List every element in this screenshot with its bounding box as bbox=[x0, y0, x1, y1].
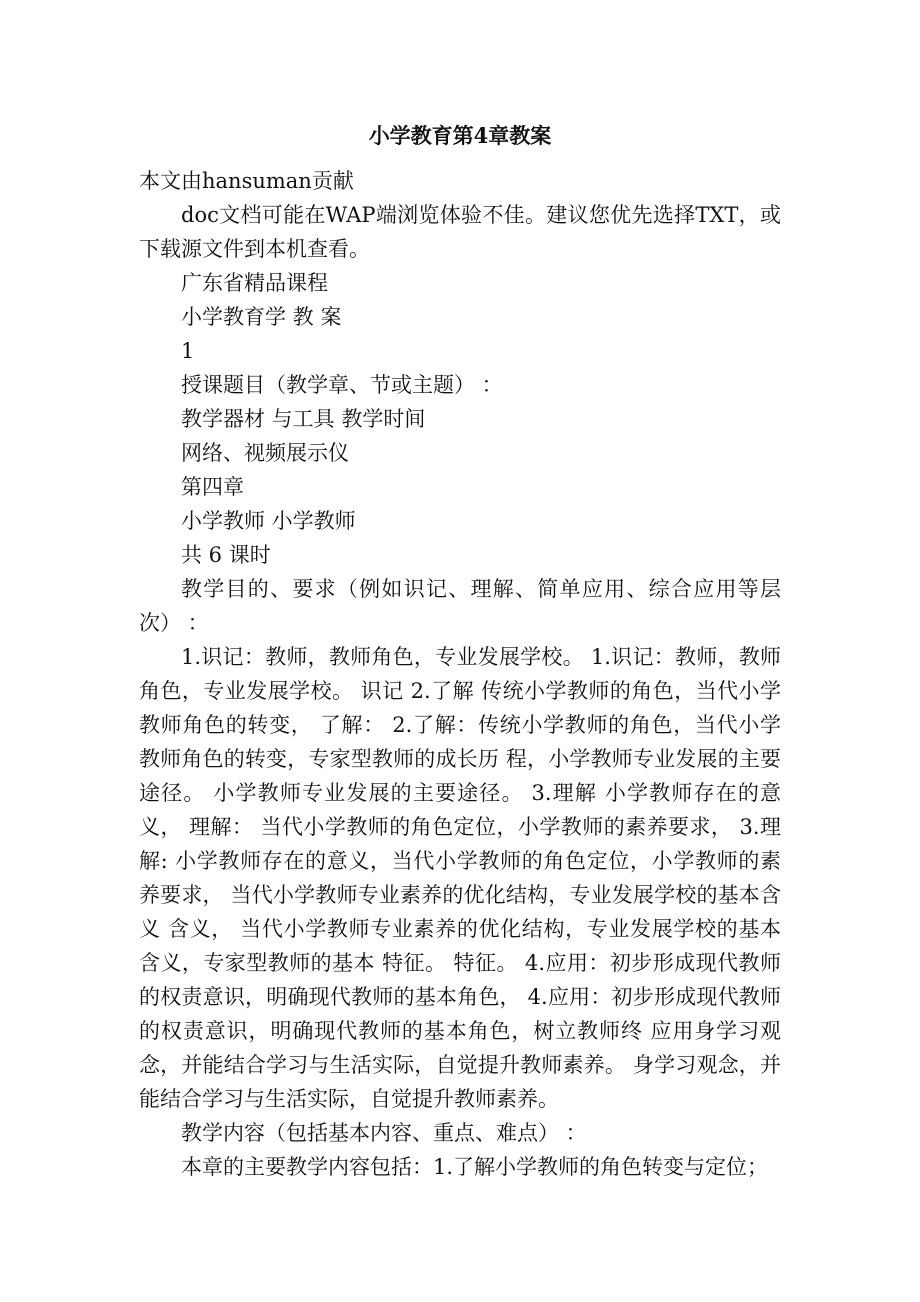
paragraph: doc文档可能在WAP端浏览体验不佳。建议您优先选择TXT，或下载源文件到本机查看。 bbox=[139, 203, 781, 261]
paragraph: 小学教育学 教 案 bbox=[181, 305, 342, 329]
paragraph: 第四章 bbox=[181, 475, 244, 499]
paragraph: 共 6 课时 bbox=[181, 543, 271, 567]
paragraph: 教学内容（包括基本内容、重点、难点） ： bbox=[181, 1121, 587, 1145]
paragraph: 教学目的、要求（例如识记、理解、简单应用、综合应用等层次） ： bbox=[139, 577, 781, 635]
paragraph: 广东省精品课程 bbox=[181, 271, 328, 295]
paragraph: 授课题目（教学章、节或主题） ： bbox=[181, 373, 503, 397]
paragraph: 小学教师 小学教师 bbox=[181, 509, 356, 533]
document-page bbox=[139, 118, 781, 1184]
paragraph: 1.识记：教师，教师角色，专业发展学校。 1.识记：教师，教师角色，专业发展学校。 识记 2.了解 传统小学教师的角色，当代小学教师角色的转变， 了解： 2.了解：传统小学教师的角色，当代小学教师角色的转变，专家型教师的成长历 程，小学教师专业发展的主要途径。 小学教师专业发展的主要途径。 3.理解 小学教师存在的意义， 理解： 当代小学教师的角色定位，小学教师的素养要求， 3.理解: 小学教师存在的意义，当代小学教师的角色定位，小学教师的素养要求， 当代小学教师专业素养的优化结构，专业发展学校的基本含义 含义， 当代小学教师专业素养的优化结构，专业发展学校的基本含义，专家型教师的基本 特征。 特征。 4.应用：初步形成现代教师的权责意识，明确现代教师的基本角色， 4.应用：初步形成现代教师的权责意识，明确现代教师的基本角色，树立教师终 应用身学习观念，并能结合学习与生活实际，自觉提升教师素养。 身学习观念，并能结合学习与生活实际，自觉提升教师素养。 bbox=[139, 645, 781, 1111]
document-body bbox=[139, 164, 781, 1184]
paragraph: 本章的主要教学内容包括：1.了解小学教师的角色转变与定位； bbox=[181, 1155, 769, 1179]
paragraph: 本文由hansuman贡献 bbox=[139, 169, 354, 193]
paragraph: 教学器材 与工具 教学时间 bbox=[181, 407, 426, 431]
document-title: 小学教育第4章教案 bbox=[368, 123, 552, 148]
paragraph: 网络、视频展示仪 bbox=[181, 441, 349, 465]
paragraph: 1 bbox=[181, 339, 195, 363]
